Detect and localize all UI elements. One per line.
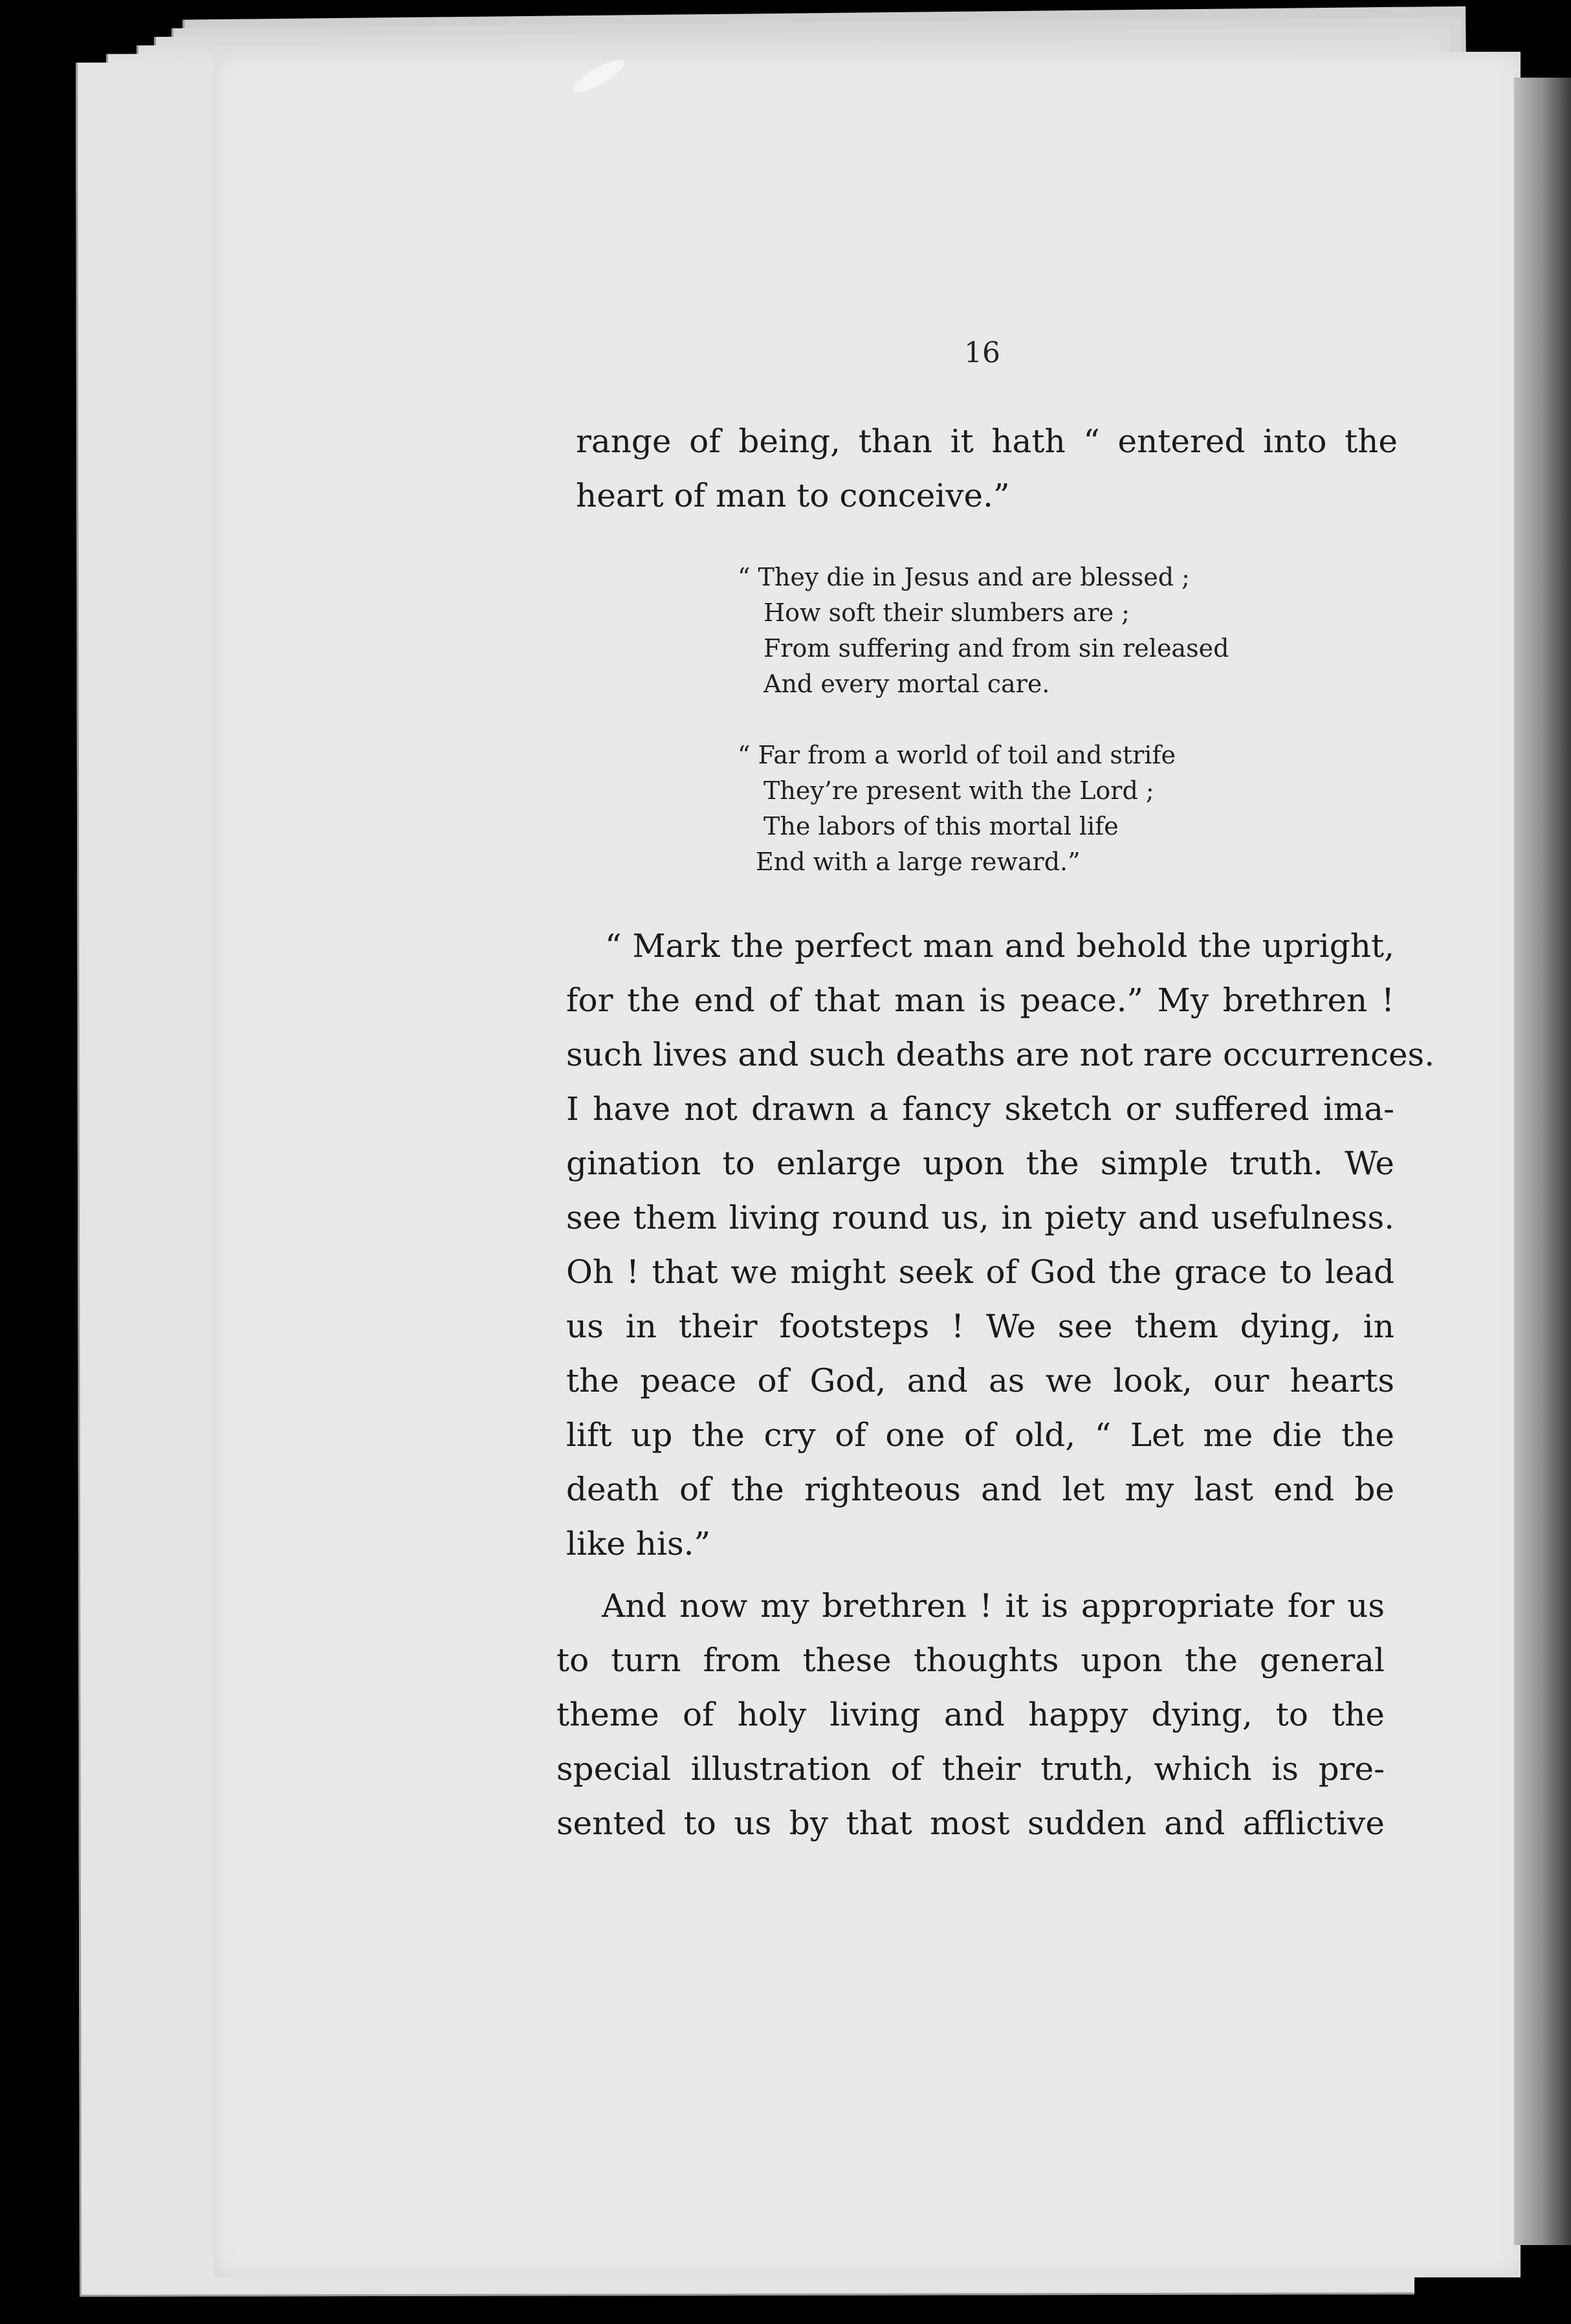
text-line: Oh ! that we might seek of God the grace to lead — [566, 1253, 1394, 1291]
text-line: I have not drawn a fancy sketch or suffered ima- — [566, 1090, 1394, 1128]
text-line: the peace of God, and as we look, our hearts — [566, 1362, 1394, 1399]
verse-line: And every mortal care. — [764, 670, 1050, 698]
text-line: heart of man to conceive.” — [576, 477, 1010, 514]
text-line: range of being, than it hath “ entered into the — [576, 422, 1398, 460]
text-line: lift up the cry of one of old, “ Let me die the — [566, 1416, 1394, 1454]
verse-line: End with a large reward.” — [756, 848, 1081, 876]
verse-line: “ They die in Jesus and are blessed ; — [738, 563, 1190, 591]
text-line: for the end of that man is peace.” My brethren ! — [566, 981, 1394, 1019]
text-line: gination to enlarge upon the simple truth. We — [566, 1145, 1394, 1182]
verse-line: “ Far from a world of toil and strife — [738, 741, 1176, 769]
verse-stanza — [738, 738, 1176, 880]
verse-line: How soft their slumbers are ; — [764, 598, 1130, 627]
verse-line: From suffering and from sin released — [764, 634, 1229, 663]
text-line: death of the righteous and let my last end be — [566, 1471, 1394, 1508]
text-line: such lives and such deaths are not rare occurrences. — [566, 1036, 1435, 1073]
verse-stanza — [738, 560, 1229, 702]
opening-text — [576, 414, 1398, 523]
text-line: “ Mark the perfect man and behold the upright, — [605, 927, 1394, 965]
verse-line: They’re present with the Lord ; — [764, 776, 1154, 805]
text-line: And now my brethren ! it is appropriate for us — [602, 1587, 1385, 1625]
page-gutter-shadow — [1514, 78, 1571, 2245]
text-line: sented to us by that most sudden and afflictive — [556, 1804, 1385, 1842]
text-line: us in their footsteps ! We see them dying, in — [566, 1308, 1394, 1345]
text-line: see them living round us, in piety and usefulness. — [566, 1199, 1394, 1236]
verse-line: The labors of this mortal life — [764, 812, 1119, 840]
page-number: 16 — [964, 336, 1000, 369]
text-line: like his.” — [566, 1525, 711, 1562]
text-line: special illustration of their truth, which is pre- — [556, 1750, 1385, 1788]
text-line: to turn from these thoughts upon the general — [556, 1641, 1385, 1679]
text-line: theme of holy living and happy dying, to the — [556, 1696, 1385, 1733]
paragraph — [556, 1579, 1385, 1850]
paragraph — [566, 919, 1435, 1571]
